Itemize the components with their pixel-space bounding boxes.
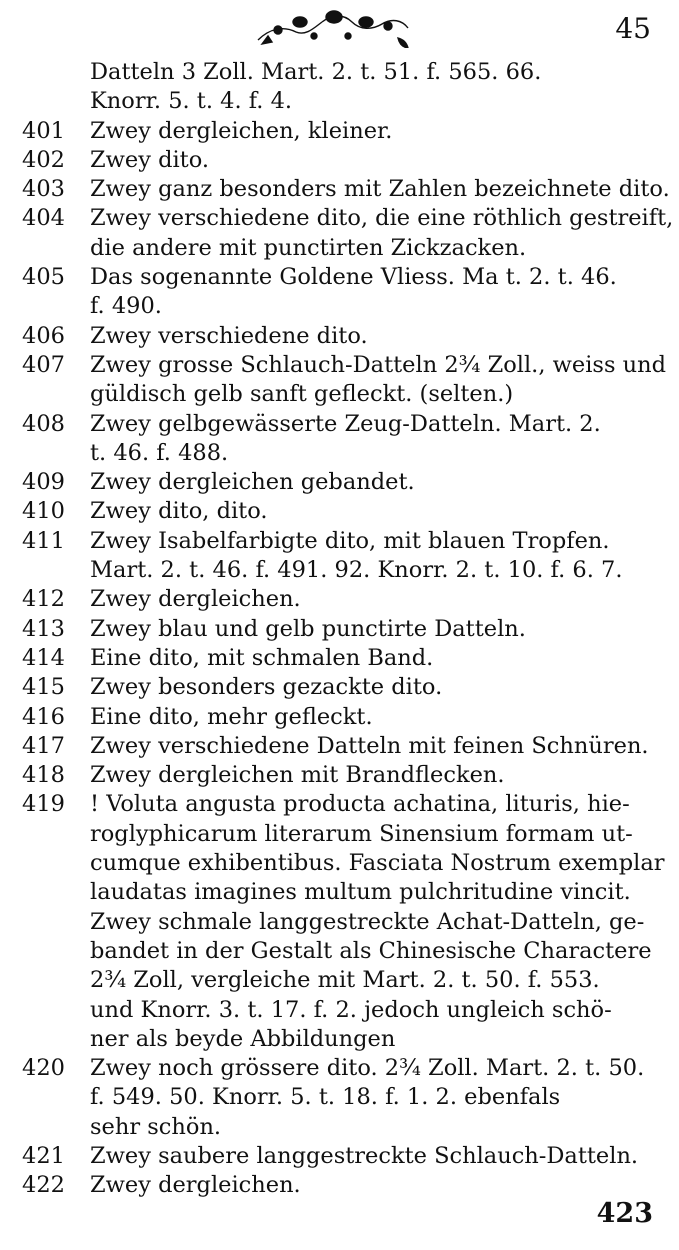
- entry-number: 418: [22, 762, 65, 789]
- entry-number: 420: [22, 1055, 65, 1082]
- entry-text: f. 549. 50. Knorr. 5. t. 18. f. 1. 2. ebenfals: [90, 1084, 561, 1111]
- catalog-continuation-line: [0, 996, 679, 1025]
- catalog-continuation-line: [0, 1113, 679, 1142]
- catalog-continuation-line: [0, 439, 679, 468]
- catalog-continuation-line: [0, 1083, 679, 1112]
- entry-text: Knorr. 5. t. 4. f. 4.: [90, 88, 293, 115]
- entry-number: 409: [22, 469, 65, 496]
- entry-number: 411: [22, 527, 65, 554]
- catalog-entry-line: [0, 351, 679, 380]
- entry-text: Zwey noch grössere dito. 2¾ Zoll. Mart. 2. t. 50.: [90, 1055, 645, 1082]
- catalog-entry-line: [0, 1171, 679, 1200]
- entry-text: Zwey grosse Schlauch-Datteln 2¾ Zoll., weiss und: [90, 351, 667, 378]
- entry-number: 410: [22, 498, 65, 525]
- entry-number: 406: [22, 322, 65, 349]
- catalog-continuation-line: [0, 234, 679, 263]
- catalog-entry-line: [0, 644, 679, 673]
- entry-number: 419: [22, 791, 65, 818]
- catalog-entry-line: [0, 204, 679, 233]
- entry-number: 417: [22, 732, 65, 759]
- catalog-continuation-line: [0, 292, 679, 321]
- entry-text: und Knorr. 3. t. 17. f. 2. jedoch ungleich schö-: [90, 996, 612, 1023]
- catalog-entry-line: [0, 322, 679, 351]
- entry-text: Zwey verschiedene Datteln mit feinen Schnüren.: [90, 732, 649, 759]
- entry-text: Zwey dergleichen gebandet.: [90, 469, 415, 496]
- catalog-entry-line: [0, 1054, 679, 1083]
- entry-text: laudatas imagines multum pulchritudine vincit.: [90, 879, 631, 906]
- entry-text: Zwey Isabelfarbigte dito, mit blauen Tropfen.: [90, 527, 610, 554]
- entry-text: Zwey dito, dito.: [90, 498, 268, 525]
- entry-text: Zwey dergleichen.: [90, 586, 301, 613]
- catalog-entry-line: [0, 615, 679, 644]
- entry-number: 413: [22, 615, 65, 642]
- entry-number: 414: [22, 644, 65, 671]
- entry-text: Zwey dergleichen mit Brandflecken.: [90, 762, 505, 789]
- catalog-entry-line: [0, 1142, 679, 1171]
- entry-number: 421: [22, 1142, 65, 1169]
- catalog-continuation-line: [0, 878, 679, 907]
- catalog-continuation-line: [0, 820, 679, 849]
- entry-text: bandet in der Gestalt als Chinesische Charactere: [90, 937, 652, 964]
- entry-text: Zwey besonders gezackte dito.: [90, 674, 443, 701]
- entry-text: Zwey saubere langgestreckte Schlauch-Datteln.: [90, 1142, 639, 1169]
- entry-text: sehr schön.: [90, 1113, 222, 1140]
- entry-text: die andere mit punctirten Zickzacken.: [90, 234, 527, 261]
- catalog-entry-line: [0, 527, 679, 556]
- entry-text: t. 46. f. 488.: [90, 439, 229, 466]
- entry-text: Datteln 3 Zoll. Mart. 2. t. 51. f. 565. 66.: [90, 59, 542, 85]
- catalog-entry-line: [0, 703, 679, 732]
- entry-text: Mart. 2. t. 46. f. 491. 92. Knorr. 2. t. 10. f. 6. 7.: [90, 557, 623, 584]
- entry-number: 415: [22, 674, 65, 701]
- catalog-continuation-line: [0, 556, 679, 585]
- entry-text: Zwey verschiedene dito, die eine röthlich gestreift,: [90, 205, 674, 232]
- catalog-entry-line: [0, 732, 679, 761]
- signature-mark: 423: [596, 1198, 653, 1229]
- catalog-entry-line: [0, 761, 679, 790]
- catalog-entry-line: [0, 790, 679, 819]
- entry-number: 408: [22, 410, 65, 437]
- catalog-continuation-line: [0, 966, 679, 995]
- catalog-entry-line: [0, 673, 679, 702]
- page-number: 45: [615, 12, 651, 45]
- catalog-entry-line: [0, 175, 679, 204]
- entry-text: Das sogenannte Goldene Vliess. Ma t. 2. t. 46.: [90, 264, 617, 291]
- entry-number: 402: [22, 146, 65, 173]
- entry-number: 416: [22, 703, 65, 730]
- catalog-entry-line: [0, 146, 679, 175]
- catalog-continuation-line: [0, 1025, 679, 1054]
- catalog-continuation-line: [0, 849, 679, 878]
- catalog-entry-line: [0, 117, 679, 146]
- entry-number: 403: [22, 176, 65, 203]
- catalog-entries: [0, 58, 679, 1201]
- entry-text: güldisch gelb sanft gefleckt. (selten.): [90, 381, 514, 408]
- entry-number: 412: [22, 586, 65, 613]
- entry-text: f. 490.: [90, 293, 162, 320]
- catalog-entry-line: [0, 263, 679, 292]
- entry-text: 2¾ Zoll, vergleiche mit Mart. 2. t. 50. f. 553.: [90, 967, 600, 994]
- catalog-entry-line: [0, 585, 679, 614]
- entry-text: Zwey ganz besonders mit Zahlen bezeichnete dito.: [90, 176, 670, 203]
- entry-text: Eine dito, mehr gefleckt.: [90, 703, 373, 730]
- entry-number: 401: [22, 117, 65, 144]
- entry-number: 405: [22, 264, 65, 291]
- catalog-entry-line: [0, 410, 679, 439]
- catalog-entry-line: [0, 497, 679, 526]
- catalog-continuation-line: [0, 58, 679, 87]
- entry-text: Zwey dito.: [90, 146, 210, 173]
- entry-text: Zwey blau und gelb punctirte Datteln.: [90, 615, 526, 642]
- entry-text: cumque exhibentibus. Fasciata Nostrum exemplar: [90, 850, 665, 877]
- entry-number: 404: [22, 205, 65, 232]
- entry-text: roglyphicarum literarum Sinensium formam ut-: [90, 820, 633, 847]
- entry-number: 407: [22, 351, 65, 378]
- catalog-continuation-line: [0, 908, 679, 937]
- catalog-entry-line: [0, 468, 679, 497]
- entry-text: ner als beyde Abbildungen: [90, 1025, 396, 1052]
- entry-number: 422: [22, 1172, 65, 1199]
- entry-text: Zwey schmale langgestreckte Achat-Datteln, ge-: [90, 908, 645, 935]
- entry-text: ! Voluta angusta producta achatina, lituris, hie-: [90, 791, 630, 818]
- entry-text: Zwey dergleichen, kleiner.: [90, 117, 393, 144]
- ornament-vignette-icon: [248, 6, 418, 48]
- entry-text: Zwey verschiedene dito.: [90, 322, 368, 349]
- entry-text: Zwey gelbgewässerte Zeug-Datteln. Mart. 2.: [90, 410, 601, 437]
- catalog-continuation-line: [0, 380, 679, 409]
- catalog-continuation-line: [0, 87, 679, 116]
- entry-text: Eine dito, mit schmalen Band.: [90, 644, 434, 671]
- catalog-continuation-line: [0, 937, 679, 966]
- entry-text: Zwey dergleichen.: [90, 1172, 301, 1199]
